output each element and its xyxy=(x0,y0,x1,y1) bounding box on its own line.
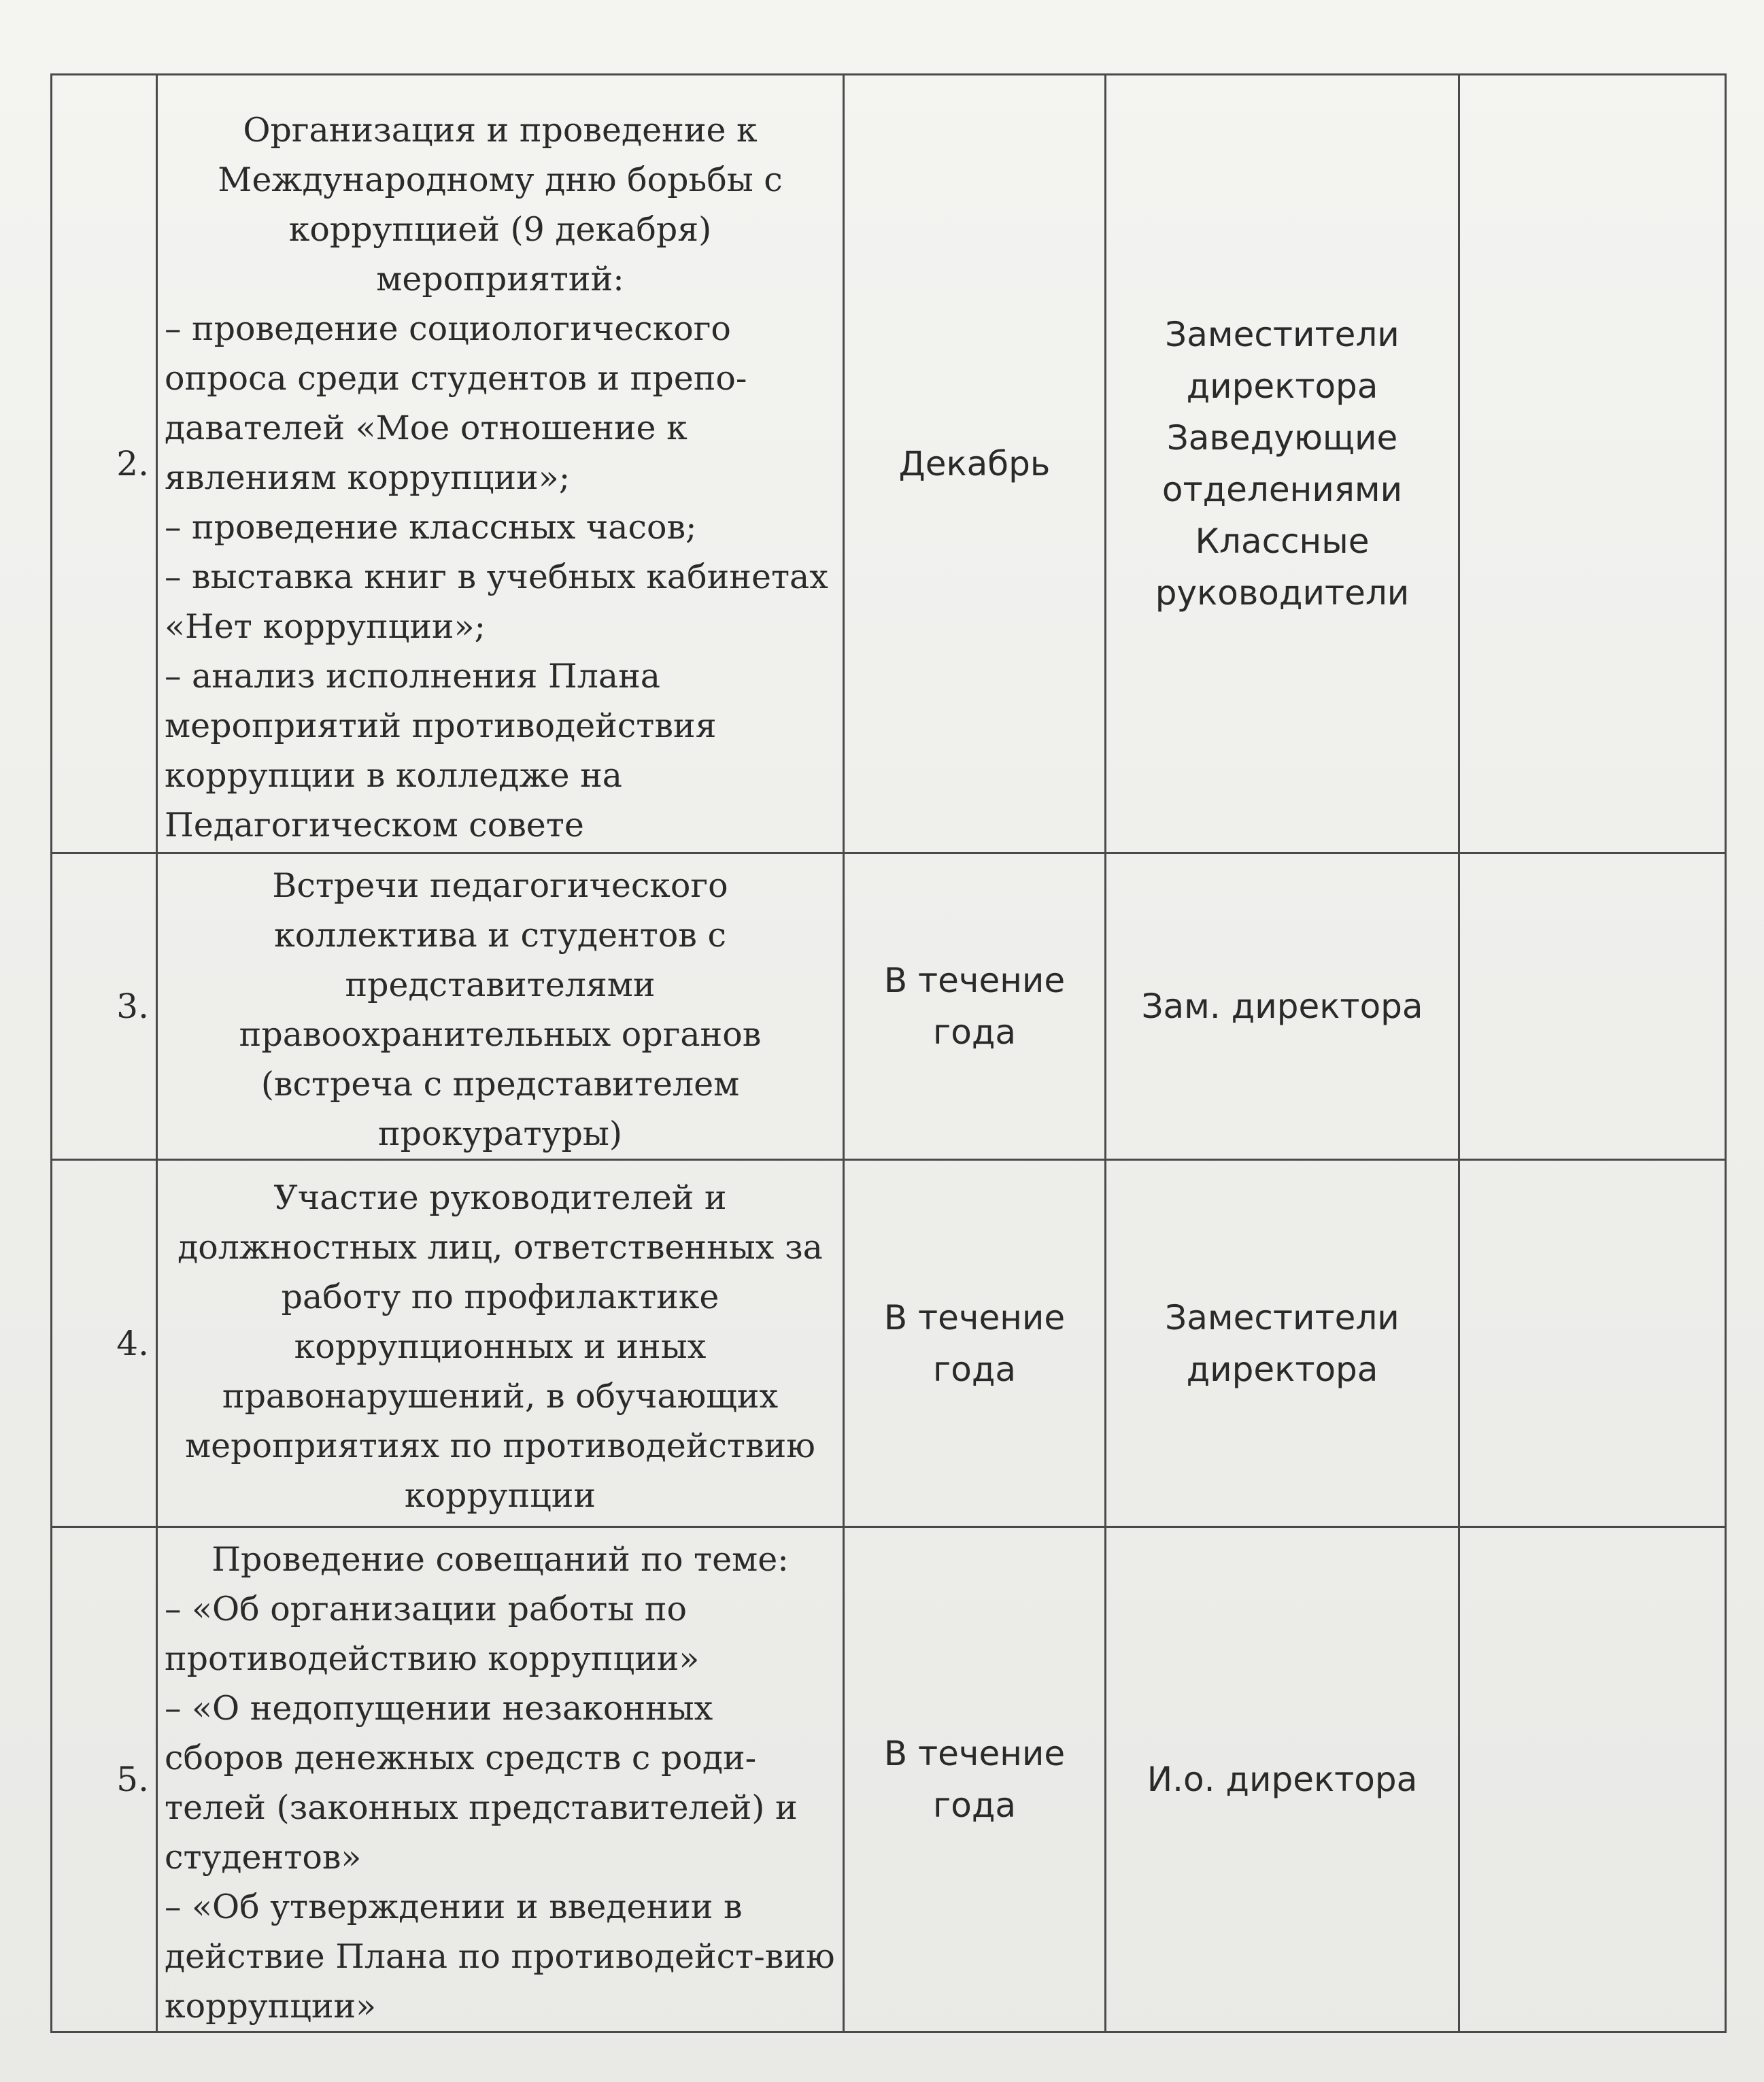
event-cell: Встречи педагогического коллектива и студентов с представителями правоохранительных органов (встреча с представителем прокуратуры) xyxy=(157,853,844,1160)
event-cell: Участие руководителей и должностных лиц, ответственных за работу по профилактике коррупционных и иных правонарушений, в обучающих мероприятиях по противодействию коррупции xyxy=(157,1160,844,1527)
row-number: 2. xyxy=(52,75,157,853)
list-item: – «Об утверждении и введении в действие Плана по противодейст-вию коррупции» xyxy=(165,1882,836,2031)
dash-icon: – xyxy=(165,557,182,596)
anti-corruption-plan-table xyxy=(50,73,1727,2033)
dash-icon: – xyxy=(165,1888,182,1926)
responsible-cell: Заместители директора xyxy=(1106,1160,1459,1527)
dash-icon: – xyxy=(165,656,182,696)
row-number: 4. xyxy=(52,1160,157,1527)
event-line: коррупцией (9 декабря) xyxy=(288,209,712,249)
table-row xyxy=(52,75,1726,853)
table-row xyxy=(52,1160,1726,1527)
list-item: – «О недопущении незаконных сборов денежных средств с роди-телей (законных представителей) и студентов» xyxy=(165,1684,836,1882)
mark-cell xyxy=(1459,853,1726,1160)
term-cell: В течение года xyxy=(844,1527,1106,2032)
event-cell xyxy=(157,1527,844,2032)
dash-icon: – xyxy=(165,309,182,348)
responsible-cell: Заместители директора Заведующие отделениями Классные руководители xyxy=(1106,75,1459,853)
mark-cell xyxy=(1459,1527,1726,2032)
event-line: мероприятий: xyxy=(376,259,624,298)
table-row xyxy=(52,1527,1726,2032)
row-number: 5. xyxy=(52,1527,157,2032)
event-heading: Проведение совещаний по теме: xyxy=(211,1540,789,1579)
dash-icon: – xyxy=(165,1590,182,1628)
list-item: – «Об организации работы по противодействию коррупции» xyxy=(165,1584,836,1684)
term-cell: В течение года xyxy=(844,853,1106,1160)
responsible-cell: И.о. директора xyxy=(1106,1527,1459,2032)
event-line: Международному дню борьбы с xyxy=(218,160,783,199)
list-item: – анализ исполнения Плана мероприятий противодействия коррупции в колледже на Педагогическом совете xyxy=(165,651,836,850)
mark-cell xyxy=(1459,75,1726,853)
table-row xyxy=(52,853,1726,1160)
event-cell xyxy=(157,75,844,853)
event-line: Организация и проведение к xyxy=(243,110,758,150)
list-item: – проведение классных часов; xyxy=(165,502,836,552)
responsible-cell: Зам. директора xyxy=(1106,853,1459,1160)
row-number: 3. xyxy=(52,853,157,1160)
dash-icon: – xyxy=(165,507,182,547)
list-item: – проведение социологического опроса среди студентов и препо-давателей «Мое отношение к явлениям коррупции»; xyxy=(165,304,836,502)
mark-cell xyxy=(1459,1160,1726,1527)
term-cell: Декабрь xyxy=(844,75,1106,853)
term-cell: В течение года xyxy=(844,1160,1106,1527)
list-item: – выставка книг в учебных кабинетах «Нет коррупции»; xyxy=(165,552,836,651)
dash-icon: – xyxy=(165,1689,182,1728)
